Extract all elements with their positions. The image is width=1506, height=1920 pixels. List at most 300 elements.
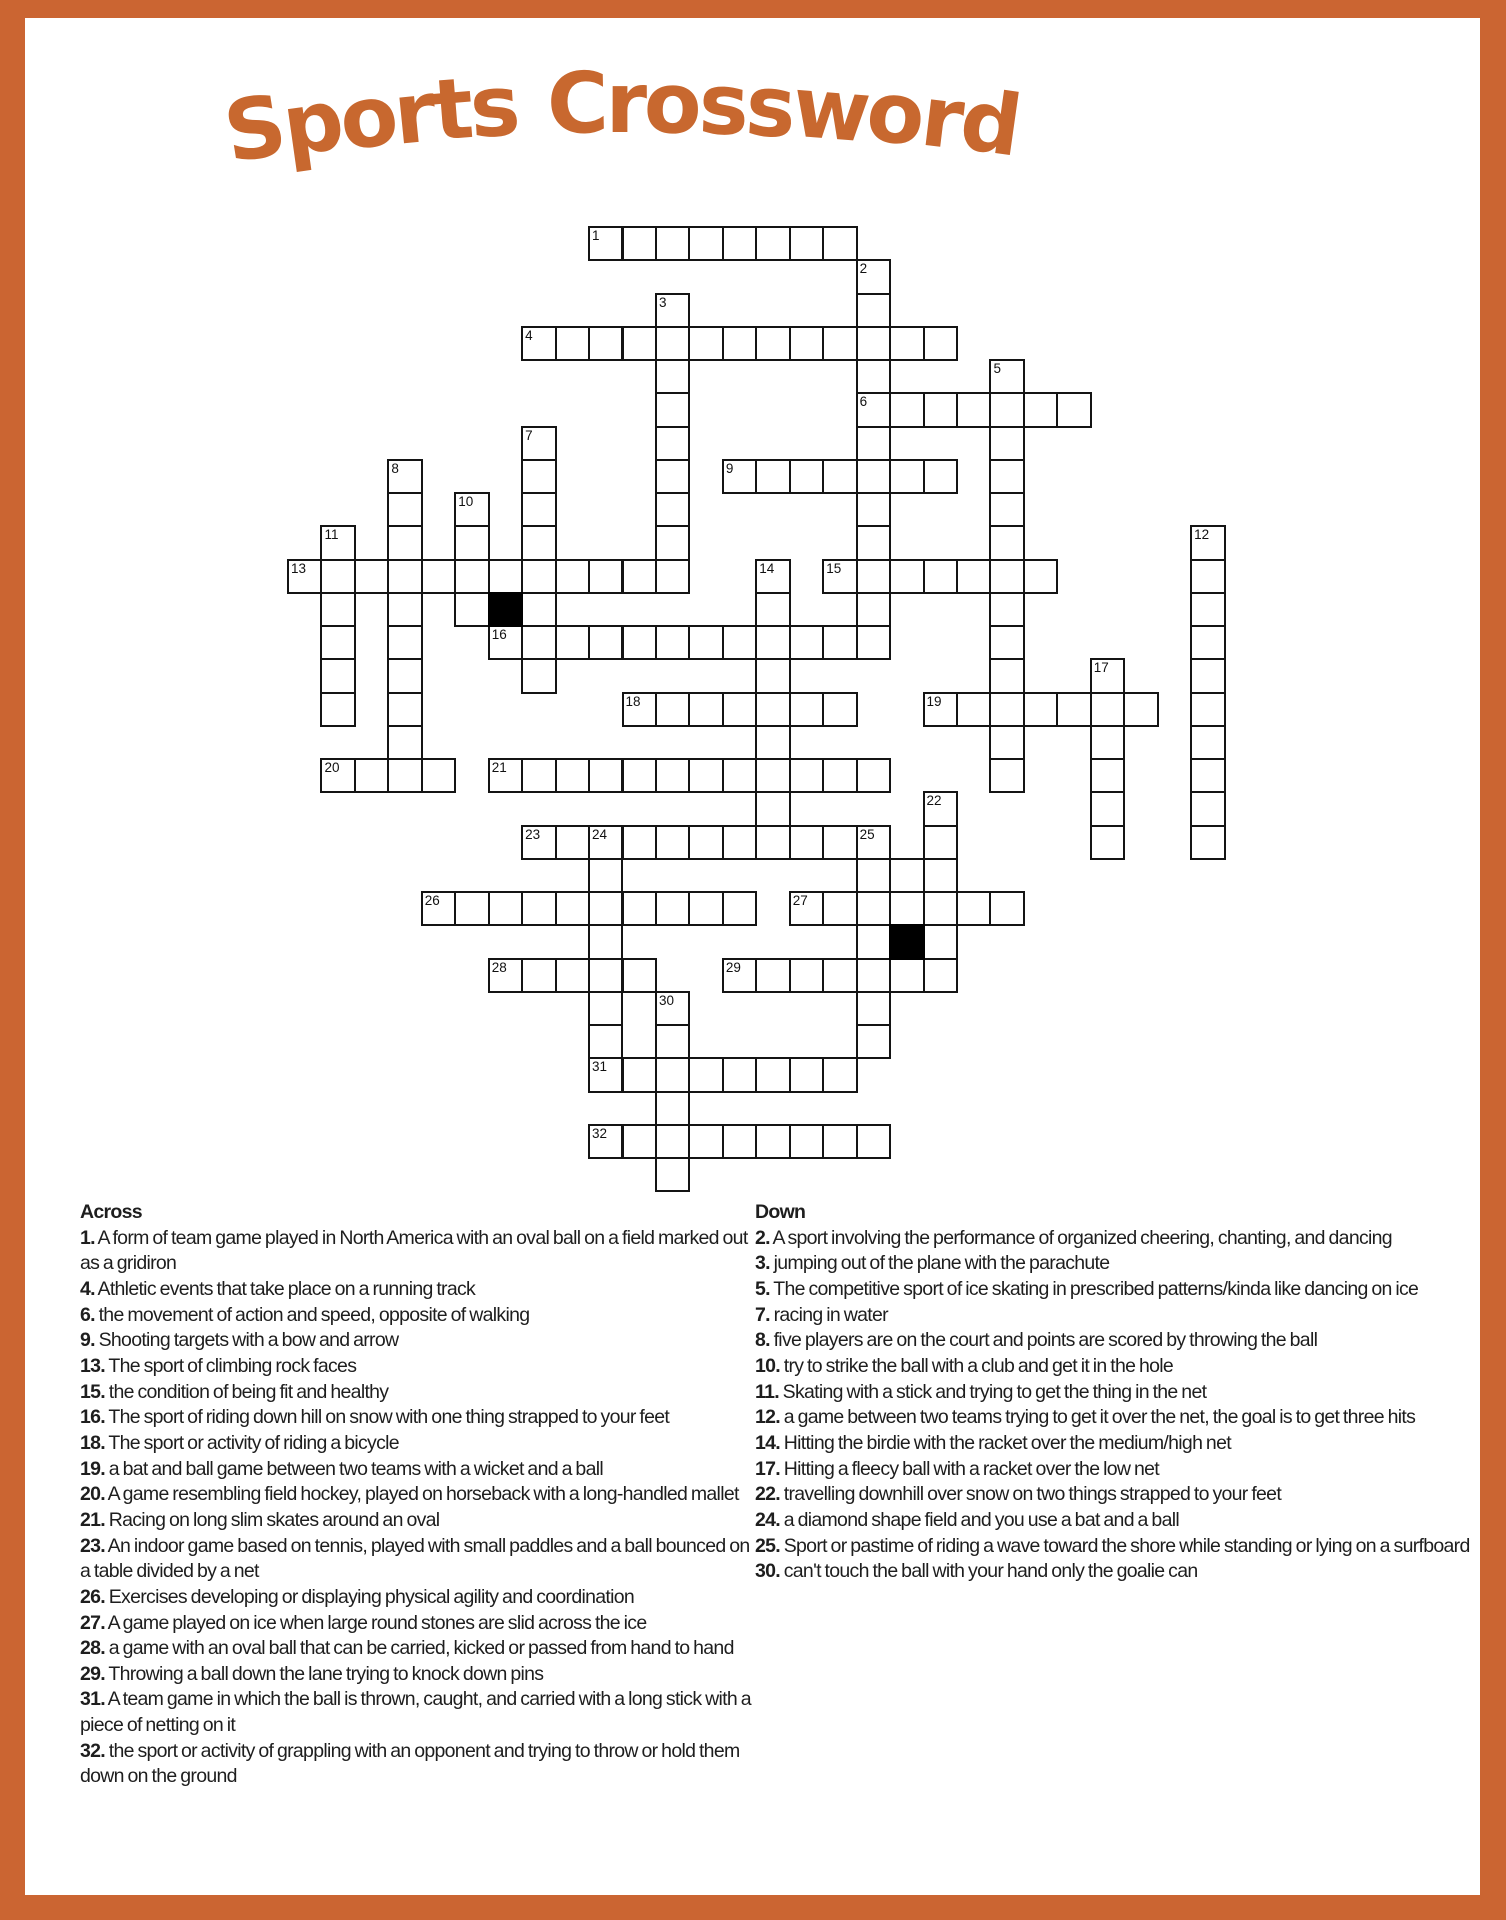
grid-cell[interactable] bbox=[588, 958, 623, 993]
grid-cell[interactable] bbox=[856, 625, 891, 660]
grid-cell[interactable] bbox=[521, 825, 556, 860]
grid-cell[interactable] bbox=[755, 725, 790, 760]
grid-cell[interactable] bbox=[822, 559, 857, 594]
grid-cell[interactable] bbox=[555, 958, 590, 993]
grid-cell[interactable] bbox=[755, 1057, 790, 1092]
grid-cell[interactable] bbox=[622, 1057, 657, 1092]
grid-cell[interactable] bbox=[387, 658, 422, 693]
grid-cell[interactable] bbox=[387, 492, 422, 527]
grid-cell[interactable] bbox=[688, 758, 723, 793]
grid-cell[interactable] bbox=[521, 492, 556, 527]
cell-number: 16 bbox=[491, 627, 507, 642]
grid-cell[interactable] bbox=[1190, 825, 1225, 860]
grid-cell[interactable] bbox=[789, 758, 824, 793]
grid-cell[interactable] bbox=[755, 958, 790, 993]
grid-cell[interactable] bbox=[655, 492, 690, 527]
clue-number: 17. bbox=[755, 1457, 781, 1480]
grid-cell[interactable] bbox=[989, 392, 1024, 427]
black-cell bbox=[488, 592, 523, 627]
grid-cell[interactable] bbox=[688, 825, 723, 860]
grid-cell[interactable] bbox=[588, 924, 623, 959]
grid-cell[interactable] bbox=[588, 559, 623, 594]
grid-cell[interactable] bbox=[1190, 658, 1225, 693]
grid-cell[interactable] bbox=[320, 559, 355, 594]
grid-cell[interactable] bbox=[755, 791, 790, 826]
grid-cell[interactable] bbox=[1190, 791, 1225, 826]
grid-cell[interactable] bbox=[923, 392, 958, 427]
grid-cell[interactable] bbox=[1090, 658, 1125, 693]
grid-cell[interactable] bbox=[320, 525, 355, 560]
grid-cell[interactable] bbox=[722, 692, 757, 727]
grid-cell[interactable] bbox=[320, 758, 355, 793]
grid-cell[interactable] bbox=[722, 326, 757, 361]
clue-number: 7. bbox=[755, 1303, 770, 1326]
grid-cell[interactable] bbox=[989, 758, 1024, 793]
clue-number: 23. bbox=[80, 1534, 106, 1557]
grid-cell[interactable] bbox=[387, 559, 422, 594]
grid-cell[interactable] bbox=[989, 891, 1024, 926]
grid-cell[interactable] bbox=[421, 758, 456, 793]
grid-cell[interactable] bbox=[789, 459, 824, 494]
grid-cell[interactable] bbox=[889, 958, 924, 993]
grid-cell[interactable] bbox=[755, 625, 790, 660]
across-heading: Across bbox=[80, 1201, 142, 1223]
grid-cell[interactable] bbox=[622, 326, 657, 361]
grid-cell[interactable] bbox=[454, 559, 489, 594]
grid-cell[interactable] bbox=[1023, 559, 1058, 594]
grid-cell[interactable] bbox=[521, 592, 556, 627]
grid-cell[interactable] bbox=[521, 958, 556, 993]
grid-cell[interactable] bbox=[722, 1124, 757, 1159]
clue-number: 9. bbox=[80, 1329, 95, 1352]
title-char: o bbox=[643, 53, 700, 153]
grid-cell[interactable] bbox=[320, 592, 355, 627]
grid-cell[interactable] bbox=[822, 758, 857, 793]
title-char: s bbox=[696, 54, 748, 155]
grid-cell[interactable] bbox=[923, 326, 958, 361]
grid-cell[interactable] bbox=[622, 692, 657, 727]
grid-cell[interactable] bbox=[822, 625, 857, 660]
grid-cell[interactable] bbox=[755, 559, 790, 594]
cell-number: 23 bbox=[525, 826, 541, 842]
clue: 27. A game played on ice when large round stones are slid across the ice bbox=[80, 1611, 647, 1634]
grid-cell[interactable] bbox=[856, 924, 891, 959]
grid-cell[interactable] bbox=[655, 692, 690, 727]
grid-cell[interactable] bbox=[989, 459, 1024, 494]
clue: 5. The competitive sport of ice skating in prescribed patterns/kinda like dancing on ice bbox=[755, 1277, 1419, 1300]
grid-cell[interactable] bbox=[588, 825, 623, 860]
grid-cell[interactable] bbox=[588, 226, 623, 261]
grid-cell[interactable] bbox=[655, 1024, 690, 1059]
grid-cell[interactable] bbox=[755, 1124, 790, 1159]
grid-cell[interactable] bbox=[521, 559, 556, 594]
cell-number: 12 bbox=[1194, 527, 1210, 543]
grid-cell[interactable] bbox=[588, 326, 623, 361]
clue: 12. a game between two teams trying to get it over the net, the goal is to get three hits bbox=[755, 1406, 1416, 1429]
grid-cell[interactable] bbox=[655, 426, 690, 461]
grid-cell[interactable] bbox=[688, 692, 723, 727]
grid-cell[interactable] bbox=[287, 559, 322, 594]
grid-cell[interactable] bbox=[1190, 758, 1225, 793]
cell-number: 18 bbox=[625, 693, 641, 709]
grid-cell[interactable] bbox=[655, 392, 690, 427]
grid-cell[interactable] bbox=[521, 525, 556, 560]
cell-number: 26 bbox=[424, 893, 440, 908]
clue: 30. can't touch the ball with your hand only the goalie can bbox=[755, 1560, 1198, 1583]
grid-cell[interactable] bbox=[688, 1124, 723, 1159]
grid-cell[interactable] bbox=[655, 825, 690, 860]
grid-cell[interactable] bbox=[856, 758, 891, 793]
grid-cell[interactable] bbox=[387, 758, 422, 793]
grid-cell[interactable] bbox=[488, 559, 523, 594]
grid-cell[interactable] bbox=[655, 326, 690, 361]
grid-cell[interactable] bbox=[856, 426, 891, 461]
grid-cell[interactable] bbox=[923, 692, 958, 727]
grid-cell[interactable] bbox=[655, 559, 690, 594]
grid-cell[interactable] bbox=[1190, 625, 1225, 660]
grid-cell[interactable] bbox=[923, 891, 958, 926]
title-char: p bbox=[275, 70, 347, 176]
clue-number: 6. bbox=[80, 1303, 95, 1326]
grid-cell[interactable] bbox=[923, 459, 958, 494]
grid-cell[interactable] bbox=[488, 891, 523, 926]
grid-cell[interactable] bbox=[755, 592, 790, 627]
clue: 4. Athletic events that take place on a running track bbox=[80, 1277, 476, 1300]
grid-cell[interactable] bbox=[555, 559, 590, 594]
clue-number: 29. bbox=[80, 1662, 106, 1685]
grid-cell[interactable] bbox=[588, 1124, 623, 1159]
grid-cell[interactable] bbox=[655, 1091, 690, 1126]
grid-cell[interactable] bbox=[454, 891, 489, 926]
grid-cell[interactable] bbox=[555, 625, 590, 660]
grid-cell[interactable] bbox=[521, 758, 556, 793]
grid-cell[interactable] bbox=[856, 392, 891, 427]
grid-cell[interactable] bbox=[655, 459, 690, 494]
grid-cell[interactable] bbox=[688, 226, 723, 261]
grid-cell[interactable] bbox=[822, 825, 857, 860]
grid-cell[interactable] bbox=[789, 1057, 824, 1092]
grid-cell[interactable] bbox=[688, 1057, 723, 1092]
grid-cell[interactable] bbox=[387, 525, 422, 560]
cell-number: 3 bbox=[658, 294, 667, 310]
cell-number: 10 bbox=[458, 494, 474, 509]
cell-number: 32 bbox=[592, 1125, 608, 1141]
grid-cell[interactable] bbox=[688, 625, 723, 660]
grid-cell[interactable] bbox=[1056, 392, 1091, 427]
grid-cell[interactable] bbox=[822, 958, 857, 993]
grid-cell[interactable] bbox=[588, 891, 623, 926]
grid-cell[interactable] bbox=[789, 625, 824, 660]
grid-cell[interactable] bbox=[923, 791, 958, 826]
grid-cell[interactable] bbox=[1190, 692, 1225, 727]
grid-cell[interactable] bbox=[822, 692, 857, 727]
grid-cell[interactable] bbox=[655, 758, 690, 793]
grid-cell[interactable] bbox=[789, 891, 824, 926]
grid-cell[interactable] bbox=[789, 226, 824, 261]
grid-cell[interactable] bbox=[588, 1024, 623, 1059]
grid-cell[interactable] bbox=[722, 625, 757, 660]
grid-cell[interactable] bbox=[555, 758, 590, 793]
grid-cell[interactable] bbox=[856, 592, 891, 627]
grid-cell[interactable] bbox=[789, 692, 824, 727]
grid-cell[interactable] bbox=[956, 692, 991, 727]
grid-cell[interactable] bbox=[722, 226, 757, 261]
grid-cell[interactable] bbox=[488, 758, 523, 793]
grid-cell[interactable] bbox=[856, 525, 891, 560]
cell-number: 9 bbox=[725, 460, 734, 476]
grid-cell[interactable] bbox=[722, 459, 757, 494]
grid-cell[interactable] bbox=[989, 625, 1024, 660]
clue: 15. the condition of being fit and healthy bbox=[80, 1380, 389, 1403]
grid-cell[interactable] bbox=[822, 226, 857, 261]
grid-cell[interactable] bbox=[722, 825, 757, 860]
grid-cell[interactable] bbox=[320, 692, 355, 727]
grid-cell[interactable] bbox=[488, 625, 523, 660]
grid-cell[interactable] bbox=[822, 891, 857, 926]
grid-cell[interactable] bbox=[421, 559, 456, 594]
cell-number: 13 bbox=[291, 560, 307, 576]
grid-cell[interactable] bbox=[989, 492, 1024, 527]
grid-cell[interactable] bbox=[856, 293, 891, 328]
grid-cell[interactable] bbox=[655, 1157, 690, 1192]
grid-cell[interactable] bbox=[755, 226, 790, 261]
grid-cell[interactable] bbox=[1190, 525, 1225, 560]
grid-cell[interactable] bbox=[956, 891, 991, 926]
grid-cell[interactable] bbox=[856, 891, 891, 926]
grid-cell[interactable] bbox=[320, 658, 355, 693]
grid-cell[interactable] bbox=[1056, 692, 1091, 727]
grid-cell[interactable] bbox=[856, 259, 891, 294]
grid-cell[interactable] bbox=[521, 625, 556, 660]
grid-cell[interactable] bbox=[622, 958, 657, 993]
clue: 31. A team game in which the ball is thrown, caught, and carried with a long stick with a piece of netting on it bbox=[80, 1688, 751, 1737]
grid-cell[interactable] bbox=[789, 825, 824, 860]
title-char: r bbox=[389, 62, 438, 164]
grid-cell[interactable] bbox=[989, 592, 1024, 627]
grid-cell[interactable] bbox=[655, 359, 690, 394]
grid-cell[interactable] bbox=[889, 392, 924, 427]
grid-cell[interactable] bbox=[1190, 725, 1225, 760]
grid-cell[interactable] bbox=[856, 359, 891, 394]
across-clue-list bbox=[80, 1226, 756, 1790]
grid-cell[interactable] bbox=[889, 559, 924, 594]
grid-cell[interactable] bbox=[1023, 692, 1058, 727]
grid-cell[interactable] bbox=[722, 891, 757, 926]
grid-cell[interactable] bbox=[889, 326, 924, 361]
grid-cell[interactable] bbox=[555, 891, 590, 926]
grid-cell[interactable] bbox=[789, 326, 824, 361]
clue: 7. racing in water bbox=[755, 1303, 888, 1326]
grid-cell[interactable] bbox=[989, 359, 1024, 394]
grid-cell[interactable] bbox=[1190, 559, 1225, 594]
grid-cell[interactable] bbox=[989, 725, 1024, 760]
grid-cell[interactable] bbox=[622, 226, 657, 261]
grid-cell[interactable] bbox=[1023, 392, 1058, 427]
grid-cell[interactable] bbox=[655, 1124, 690, 1159]
grid-cell[interactable] bbox=[622, 1124, 657, 1159]
clue-number: 24. bbox=[755, 1508, 781, 1531]
grid-cell[interactable] bbox=[856, 1024, 891, 1059]
grid-cell[interactable] bbox=[923, 825, 958, 860]
grid-cell[interactable] bbox=[354, 559, 389, 594]
grid-cell[interactable] bbox=[755, 825, 790, 860]
grid-cell[interactable] bbox=[588, 991, 623, 1026]
clue: 32. the sport or activity of grappling with an opponent and trying to throw or hold them down on the ground bbox=[80, 1739, 740, 1788]
grid-cell[interactable] bbox=[588, 1057, 623, 1092]
cell-number: 6 bbox=[859, 394, 868, 410]
grid-cell[interactable] bbox=[588, 758, 623, 793]
title-char: S bbox=[217, 76, 290, 182]
grid-cell[interactable] bbox=[923, 858, 958, 893]
grid-cell[interactable] bbox=[856, 492, 891, 527]
grid-cell[interactable] bbox=[1090, 791, 1125, 826]
grid-cell[interactable] bbox=[755, 658, 790, 693]
grid-cell[interactable] bbox=[923, 924, 958, 959]
grid-cell[interactable] bbox=[387, 625, 422, 660]
grid-cell[interactable] bbox=[1090, 725, 1125, 760]
cell-number: 15 bbox=[826, 560, 842, 576]
grid-cell[interactable] bbox=[856, 326, 891, 361]
grid-cell[interactable] bbox=[856, 958, 891, 993]
grid-cell[interactable] bbox=[755, 459, 790, 494]
grid-cell[interactable] bbox=[856, 1124, 891, 1159]
grid-cell[interactable] bbox=[655, 991, 690, 1026]
grid-cell[interactable] bbox=[521, 891, 556, 926]
cell-number: 27 bbox=[792, 893, 808, 908]
grid-cell[interactable] bbox=[622, 825, 657, 860]
grid-cell[interactable] bbox=[1190, 592, 1225, 627]
clue: 20. A game resembling field hockey, played on horseback with a long-handled mallet bbox=[80, 1483, 739, 1506]
grid-cell[interactable] bbox=[588, 858, 623, 893]
clue-number: 21. bbox=[80, 1508, 106, 1531]
clue-number: 30. bbox=[755, 1560, 781, 1583]
grid-cell[interactable] bbox=[555, 825, 590, 860]
grid-cell[interactable] bbox=[454, 492, 489, 527]
grid-cell[interactable] bbox=[521, 658, 556, 693]
clue: 26. Exercises developing or displaying physical agility and coordination bbox=[80, 1585, 635, 1608]
grid-cell[interactable] bbox=[989, 426, 1024, 461]
clue: 10. try to strike the ball with a club and get it in the hole bbox=[755, 1354, 1174, 1377]
clue: 18. The sport or activity of riding a bicycle bbox=[80, 1431, 399, 1454]
grid-cell[interactable] bbox=[889, 459, 924, 494]
grid-cell[interactable] bbox=[722, 1057, 757, 1092]
grid-cell[interactable] bbox=[521, 426, 556, 461]
grid-cell[interactable] bbox=[789, 958, 824, 993]
grid-cell[interactable] bbox=[755, 326, 790, 361]
grid-cell[interactable] bbox=[320, 625, 355, 660]
grid-cell[interactable] bbox=[655, 625, 690, 660]
grid-cell[interactable] bbox=[622, 891, 657, 926]
grid-cell[interactable] bbox=[387, 592, 422, 627]
grid-cell[interactable] bbox=[655, 1057, 690, 1092]
title-char: o bbox=[333, 65, 401, 170]
across-clues-section bbox=[80, 1200, 756, 1790]
grid-cell[interactable] bbox=[454, 525, 489, 560]
grid-cell[interactable] bbox=[822, 459, 857, 494]
clue-number: 11. bbox=[755, 1380, 779, 1403]
grid-cell[interactable] bbox=[989, 525, 1024, 560]
grid-cell[interactable] bbox=[822, 1124, 857, 1159]
grid-cell[interactable] bbox=[488, 958, 523, 993]
grid-cell[interactable] bbox=[387, 725, 422, 760]
grid-cell[interactable] bbox=[923, 559, 958, 594]
grid-cell[interactable] bbox=[856, 825, 891, 860]
title-char: w bbox=[788, 57, 872, 162]
grid-cell[interactable] bbox=[755, 692, 790, 727]
grid-cell[interactable] bbox=[822, 326, 857, 361]
grid-cell[interactable] bbox=[688, 891, 723, 926]
grid-cell[interactable] bbox=[989, 658, 1024, 693]
grid-cell[interactable] bbox=[421, 891, 456, 926]
grid-cell[interactable] bbox=[822, 1057, 857, 1092]
clue-number: 32. bbox=[80, 1739, 106, 1762]
grid-cell[interactable] bbox=[387, 459, 422, 494]
grid-cell[interactable] bbox=[655, 226, 690, 261]
grid-cell[interactable] bbox=[1123, 692, 1158, 727]
clue-number: 8. bbox=[755, 1329, 770, 1352]
grid-cell[interactable] bbox=[521, 326, 556, 361]
grid-cell[interactable] bbox=[1090, 758, 1125, 793]
grid-cell[interactable] bbox=[1090, 825, 1125, 860]
grid-cell[interactable] bbox=[387, 692, 422, 727]
black-cell bbox=[889, 924, 924, 959]
clue: 3. jumping out of the plane with the parachute bbox=[755, 1252, 1110, 1275]
title-char: t bbox=[428, 59, 474, 160]
grid-cell[interactable] bbox=[555, 326, 590, 361]
grid-cell[interactable] bbox=[956, 392, 991, 427]
grid-cell[interactable] bbox=[889, 891, 924, 926]
grid-cell[interactable] bbox=[655, 293, 690, 328]
grid-cell[interactable] bbox=[755, 758, 790, 793]
grid-cell[interactable] bbox=[856, 991, 891, 1026]
clue-number: 15. bbox=[80, 1380, 106, 1403]
grid-cell[interactable] bbox=[1090, 692, 1125, 727]
grid-cell[interactable] bbox=[722, 958, 757, 993]
clue-number: 31. bbox=[80, 1688, 106, 1711]
cell-number: 7 bbox=[525, 427, 533, 443]
grid-cell[interactable] bbox=[622, 758, 657, 793]
grid-cell[interactable] bbox=[622, 559, 657, 594]
grid-cell[interactable] bbox=[588, 625, 623, 660]
grid-cell[interactable] bbox=[655, 891, 690, 926]
grid-cell[interactable] bbox=[354, 758, 389, 793]
clue: 23. An indoor game based on tennis, played with small paddles and a ball bounced on a table divided by a net bbox=[80, 1534, 750, 1583]
down-clue-list bbox=[755, 1226, 1479, 1585]
grid-cell[interactable] bbox=[989, 559, 1024, 594]
clue-number: 25. bbox=[755, 1534, 781, 1557]
grid-cell[interactable] bbox=[454, 592, 489, 627]
grid-cell[interactable] bbox=[622, 625, 657, 660]
clue-number: 28. bbox=[80, 1637, 106, 1660]
grid-cell[interactable] bbox=[722, 758, 757, 793]
grid-cell[interactable] bbox=[956, 559, 991, 594]
clue-number: 19. bbox=[80, 1457, 106, 1480]
grid-cell[interactable] bbox=[856, 559, 891, 594]
down-clues-section bbox=[755, 1200, 1479, 1585]
grid-cell[interactable] bbox=[856, 858, 891, 893]
title-char: d bbox=[953, 70, 1025, 176]
grid-cell[interactable] bbox=[688, 326, 723, 361]
grid-cell[interactable] bbox=[789, 1124, 824, 1159]
grid-cell[interactable] bbox=[889, 858, 924, 893]
grid-cell[interactable] bbox=[521, 459, 556, 494]
grid-cell[interactable] bbox=[655, 525, 690, 560]
grid-cell[interactable] bbox=[989, 692, 1024, 727]
cell-number: 5 bbox=[993, 361, 1001, 376]
grid-cell[interactable] bbox=[923, 958, 958, 993]
clue-number: 5. bbox=[755, 1277, 770, 1300]
grid-cell[interactable] bbox=[856, 459, 891, 494]
